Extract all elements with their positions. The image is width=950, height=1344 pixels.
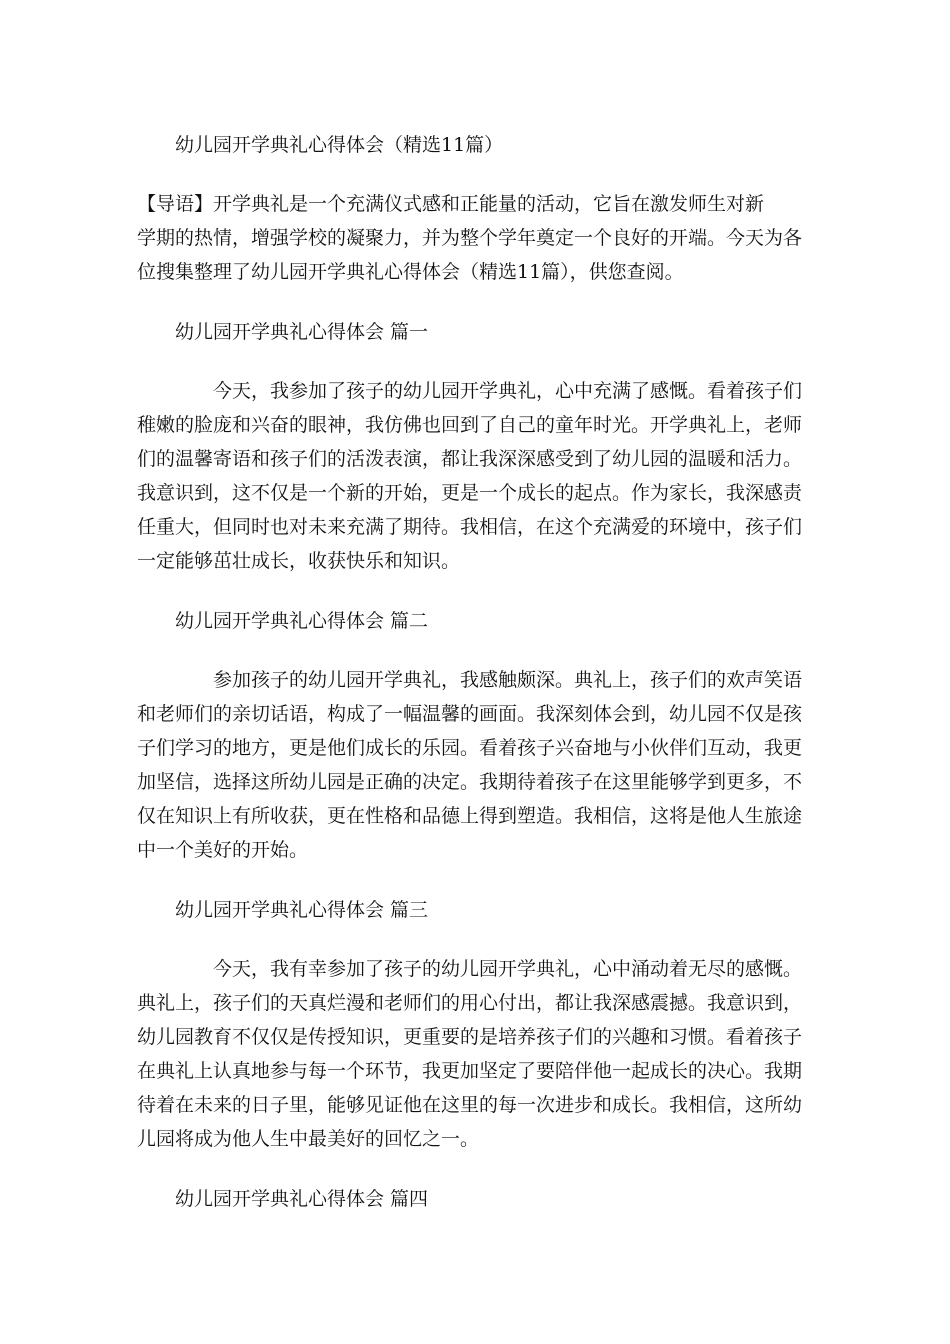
section-heading: 幼儿园开学典礼心得体会 篇二 bbox=[175, 610, 429, 632]
body-line: 我意识到，这不仅是一个新的开始，更是一个成长的起点。作为家长，我深感责 bbox=[137, 482, 803, 504]
document-title: 幼儿园开学典礼心得体会（精选11篇） bbox=[175, 134, 504, 156]
body-line: 在典礼上认真地参与每一个环节，我更加坚定了要陪伴他一起成长的决心。我期 bbox=[137, 1060, 803, 1082]
intro-line: 位搜集整理了幼儿园开学典礼心得体会（精选11篇），供您查阅。 bbox=[137, 261, 684, 283]
section-heading: 幼儿园开学典礼心得体会 篇一 bbox=[175, 321, 429, 343]
section-body bbox=[137, 952, 813, 1156]
body-line: 们的温馨寄语和孩子们的活泼表演，都让我深深感受到了幼儿园的温暖和活力。 bbox=[137, 448, 803, 470]
body-line: 幼儿园教育不仅仅是传授知识，更重要的是培养孩子们的兴趣和习惯。看着孩子 bbox=[137, 1026, 803, 1048]
body-line: 今天，我有幸参加了孩子的幼儿园开学典礼，心中涌动着无尽的感慨。 bbox=[213, 958, 803, 980]
intro-line: 学期的热情，增强学校的凝聚力，并为整个学年奠定一个良好的开端。今天为各 bbox=[137, 227, 803, 249]
section-body bbox=[137, 663, 813, 867]
intro-paragraph bbox=[137, 187, 813, 289]
body-line: 一定能够茁壮成长，收获快乐和知识。 bbox=[137, 550, 461, 572]
section-body bbox=[137, 374, 813, 578]
body-line: 待着在未来的日子里，能够见证他在这里的每一次进步和成长。我相信，这所幼 bbox=[137, 1094, 803, 1116]
body-line: 典礼上，孩子们的天真烂漫和老师们的用心付出，都让我深感震撼。我意识到， bbox=[137, 992, 803, 1014]
body-line: 加坚信，选择这所幼儿园是正确的决定。我期待着孩子在这里能够学到更多，不 bbox=[137, 771, 803, 793]
document-page bbox=[137, 128, 813, 1216]
body-line: 任重大，但同时也对未来充满了期待。我相信，在这个充满爱的环境中，孩子们 bbox=[137, 516, 803, 538]
intro-line: 【导语】开学典礼是一个充满仪式感和正能量的活动，它旨在激发师生对新 bbox=[137, 193, 765, 215]
body-line: 儿园将成为他人生中最美好的回忆之一。 bbox=[137, 1128, 480, 1150]
section-heading: 幼儿园开学典礼心得体会 篇三 bbox=[175, 899, 429, 921]
body-line: 仅在知识上有所收获，更在性格和品德上得到塑造。我相信，这将是他人生旅途 bbox=[137, 805, 803, 827]
body-line: 参加孩子的幼儿园开学典礼，我感触颇深。典礼上，孩子们的欢声笑语 bbox=[213, 669, 803, 691]
body-line: 稚嫩的脸庞和兴奋的眼神，我仿佛也回到了自己的童年时光。开学典礼上，老师 bbox=[137, 414, 803, 436]
body-line: 子们学习的地方，更是他们成长的乐园。看着孩子兴奋地与小伙伴们互动，我更 bbox=[137, 737, 803, 759]
section-heading: 幼儿园开学典礼心得体会 篇四 bbox=[175, 1188, 429, 1210]
body-line: 今天，我参加了孩子的幼儿园开学典礼，心中充满了感慨。看着孩子们 bbox=[213, 380, 803, 402]
body-line: 和老师们的亲切话语，构成了一幅温馨的画面。我深刻体会到，幼儿园不仅是孩 bbox=[137, 703, 803, 725]
body-line: 中一个美好的开始。 bbox=[137, 839, 309, 861]
